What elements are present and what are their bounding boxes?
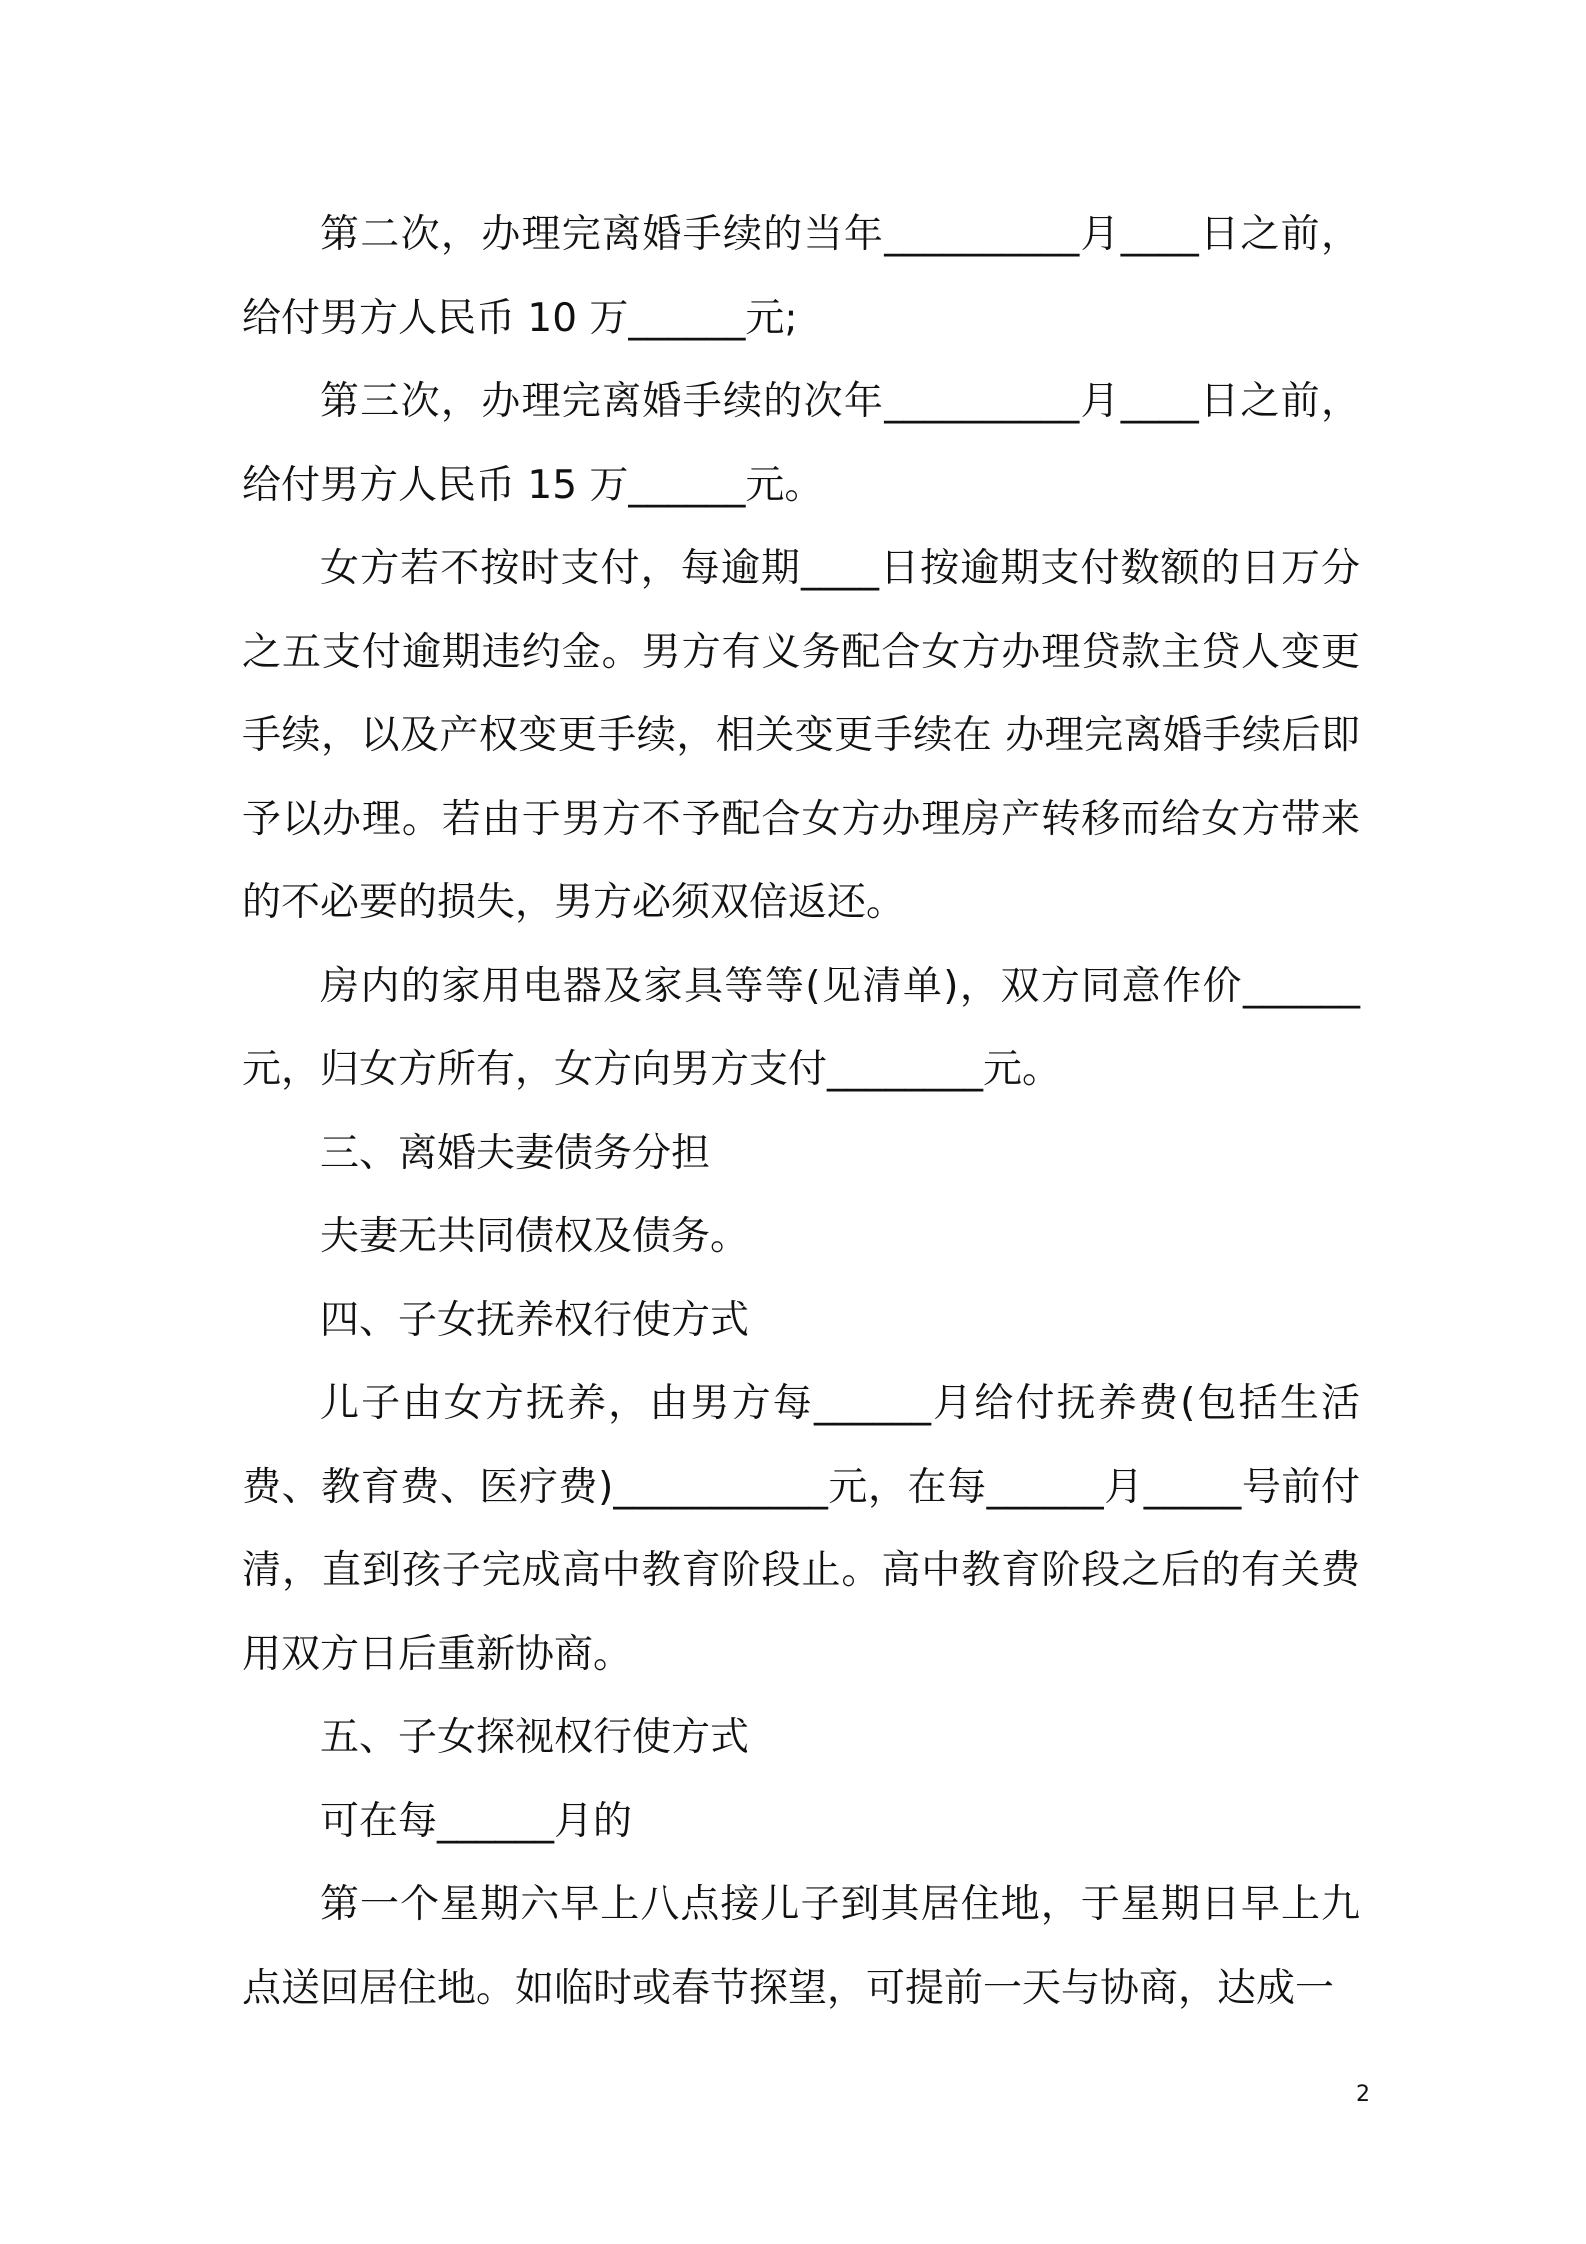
paragraph-payment-third: 第三次，办理完离婚手续的次年__________月____日之前，给付男方人民币 15 万______元。 (242, 379, 1360, 508)
paragraph-payment-second: 第二次，办理完离婚手续的当年__________月____日之前，给付男方人民币 10 万______元; (242, 212, 1360, 341)
paragraph-debts: 夫妻无共同债权及债务。 (320, 1214, 750, 1259)
page-number: 2 (1356, 2082, 1370, 2107)
section-heading-custody: 四、子女抚养权行使方式 (320, 1297, 750, 1343)
paragraph-custody: 儿子由女方抚养，由男方每______月给付抚养费(包括生活费、教育费、医疗费)___________元，在每______月_____号前付清，直到孩子完成高中教育阶段止。高中教育阶段之后的有关费用双方日后重新协商。 (242, 1381, 1360, 1677)
paragraph-appliances: 房内的家用电器及家具等等(见清单)，双方同意作价______元，归女方所有，女方向男方支付________元。 (242, 963, 1360, 1092)
paragraph-visitation-details: 第一个星期六早上八点接儿子到其居住地，于星期日早上九点送回居住地。如临时或春节探望，可提前一天与协商，达成一 (242, 1882, 1360, 2011)
paragraph-late-penalty: 女方若不按时支付，每逾期____日按逾期支付数额的日万分之五支付逾期违约金。男方有义务配合女方办理贷款主贷人变更手续，以及产权变更手续，相关变更手续在 办理完离婚手续后即予以办理。若由于男方不予配合女方办理房产转移而给女方带来的不必要的损失，男方必须双倍返还。 (242, 546, 1360, 925)
section-heading-visitation: 五、子女探视权行使方式 (320, 1715, 750, 1760)
paragraph-visitation-schedule: 可在每______月的 (320, 1798, 633, 1844)
document-body (242, 193, 1360, 2030)
section-heading-debts: 三、离婚夫妻债务分担 (320, 1130, 711, 1176)
